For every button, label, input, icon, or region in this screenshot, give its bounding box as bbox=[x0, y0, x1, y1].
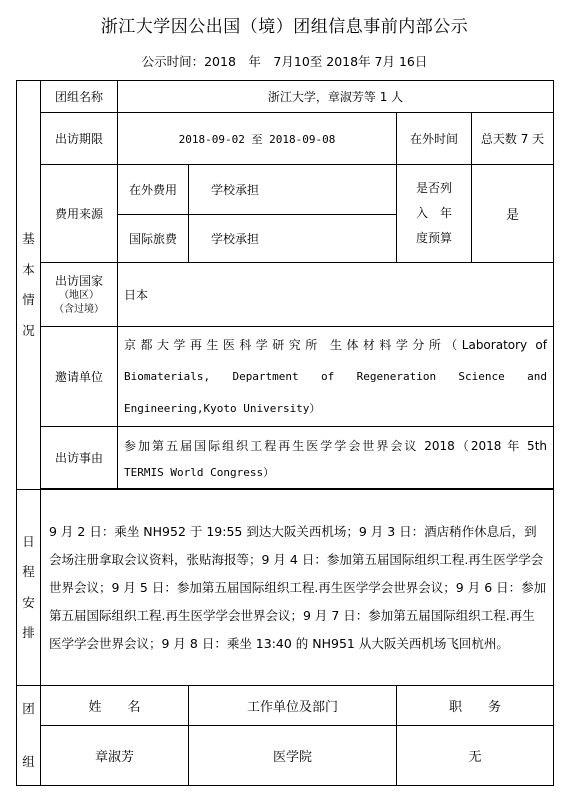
intl-travel-value: 学校承担 bbox=[189, 215, 397, 263]
members-col-name: 姓 名 bbox=[41, 686, 189, 726]
intl-travel-label: 国际旅费 bbox=[118, 215, 189, 263]
budget-label: 是否列 入 年 度预算 bbox=[397, 165, 472, 263]
budget-value: 是 bbox=[472, 165, 554, 263]
section-basic-info: 基 本 情 况 bbox=[17, 81, 41, 490]
country-value: 日本 bbox=[118, 263, 554, 327]
publicity-time bbox=[0, 52, 569, 70]
period-label: 出访期限 bbox=[41, 113, 118, 165]
section-members: 团 组 bbox=[17, 686, 41, 786]
member-name: 章淑芳 bbox=[41, 726, 189, 786]
abroad-time-label: 在外时间 bbox=[397, 113, 472, 165]
reason-label: 出访事由 bbox=[41, 427, 118, 489]
fund-source-label: 费用来源 bbox=[41, 165, 118, 263]
section-schedule: 日 程 安 排 bbox=[17, 490, 41, 686]
members-col-position: 职 务 bbox=[397, 686, 554, 726]
inviter-label: 邀请单位 bbox=[41, 327, 118, 427]
period-value: 2018-09-02 至 2018-09-08 bbox=[118, 113, 397, 165]
abroad-cost-value: 学校承担 bbox=[189, 165, 397, 215]
member-position: 无 bbox=[397, 726, 554, 786]
group-name-label: 团组名称 bbox=[41, 81, 118, 113]
country-label: 出访国家 （地区） （含过境） bbox=[41, 263, 118, 327]
group-name-value: 浙江大学，章淑芳等 1 人 bbox=[118, 81, 554, 113]
member-unit: 医学院 bbox=[189, 726, 397, 786]
info-table bbox=[16, 80, 554, 786]
abroad-time-value: 总天数 7 天 bbox=[472, 113, 554, 165]
publicity-time-label: 公示时间：2018 年 7月10至 2018年 7月 16日 bbox=[141, 54, 428, 69]
schedule-text: 9 月 2 日：乘坐 NH952 于 19:55 到达大阪关西机场；9 月 3 日：酒店稍作休息后，到会场注册拿取会议资料，张贴海报等；9 月 4 日：参加第五届国际组织工程.再生医学学会世界会议；9 月 5 日：参加第五届国际组织工程.再生医学学会世界会议；9 月 6 日：参加第五届国际组织工程.再生医学学会世界会议；9 月 7 日：参加第五届国际组织工程.再生医学学会世界会议；9 月 8 日：乘坐 13:40 的 NH951 从大阪关西机场飞回杭州。 bbox=[41, 490, 554, 686]
inviter-value: 京都大学再生医科学研究所 生体材料学分所（Laboratory of Biomaterials, Department of Regeneration Science and Engineering,Kyoto University） bbox=[118, 327, 554, 427]
members-col-unit: 工作单位及部门 bbox=[189, 686, 397, 726]
page-title: 浙江大学因公出国（境）团组信息事前内部公示 bbox=[100, 17, 469, 37]
table-row bbox=[17, 726, 554, 786]
abroad-cost-label: 在外费用 bbox=[118, 165, 189, 215]
reason-value: 参加第五届国际组织工程再生医学学会世界会议 2018（2018 年 5th TERMIS World Congress） bbox=[118, 427, 554, 489]
